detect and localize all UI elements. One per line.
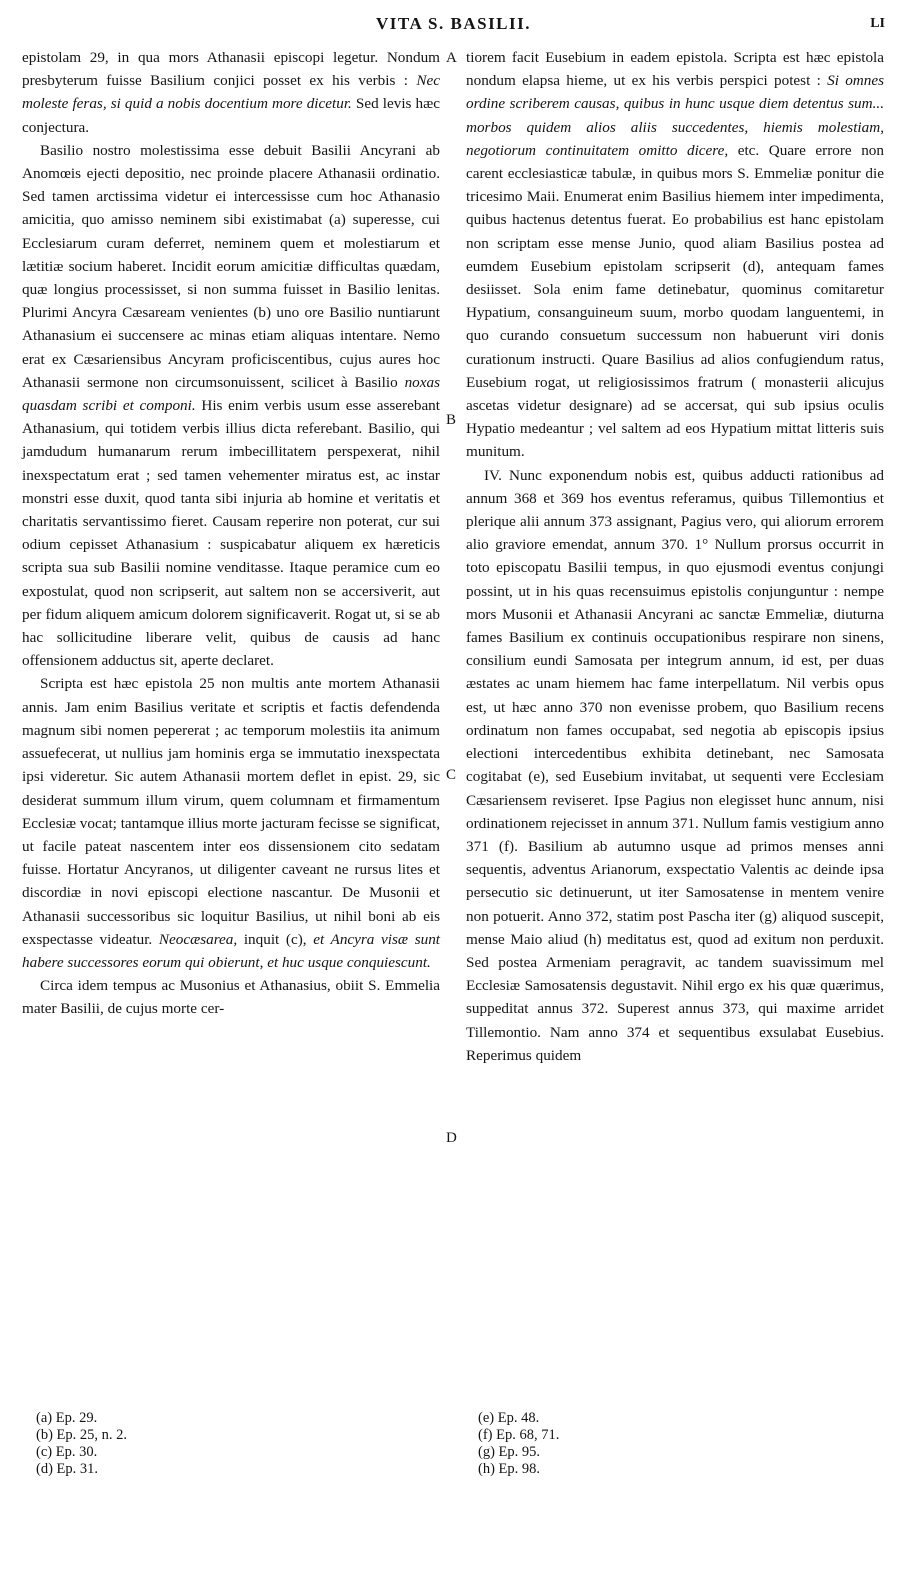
left-column: [22, 46, 440, 1021]
footnote: (a) Ep. 29.: [36, 1410, 98, 1426]
right-paragraph-1: tiorem facit Eusebium in eadem epistola. Scripta est hæc epistola nondum elapsa hieme, ut ex his verbis perspici potest : Si omnes ordine scriberem causas, quibus in hunc usque diem detentus sum... morbos quidem alios aliis succedentes, hiemis molestiam, negotiorum continuitatem omitto dicere, etc. Quare errore non carent ecclesiasticæ tabulæ, in quibus mors S. Emmeliæ ponitur die tricesimo Maii. Enumerat enim Basilius hiemem inter impedimenta, quibus hactenus detentus fuerat. Eo probabilius est hanc epistolam non scriptam esse mense Junio, quod aliam Basilius postea ad eumdem Eusebium epistolam scripserit (d), antequam fames desiisset. Sola enim fame detinebatur, quominus comitaretur Hypatium, consanguineum suum, morbo quodam languentemi, in quo curando consuetum successum non habuerunt viri donis curationum instructi. Quare Basilius ad alios confugiendum ratus, Eusebium rogat, ut religiosissimos fratrum ( monasterii alicujus ascetas videtur designare) ad se accersat, qui sub ipsius oculis Hypatio medeantur ; vel saltem ad eos Hypatium mittat litteris suis munitum.: [466, 49, 885, 461]
footnote: (h) Ep. 98.: [478, 1461, 541, 1477]
footnotes-right: [478, 1410, 559, 1478]
footnote: (g) Ep. 95.: [478, 1444, 541, 1460]
footnotes-left: [36, 1410, 127, 1478]
footnote: (f) Ep. 68, 71.: [478, 1427, 560, 1443]
left-paragraph-4: Circa idem tempus ac Musonius et Athanasius, obiit S. Emmelia mater Basilii, de cujus morte cer-: [22, 977, 440, 1018]
right-paragraph-2: IV. Nunc exponendum nobis est, quibus adducti rationibus ad annum 368 et 369 hos eventus referamus, quibus Tillemontius et plerique alii annum 373 assignant, Pagius vero, qui aliorum errorem alio graviore emendat, annum 370. 1° Nullum prorsus occurrit in toto episcopatu Basilii tempus, in quo ejusmodi eventus conjungi possint, ut in his quas recensuimus epistolis conjunguntur : nempe mors Musonii et Athanasii Ancyrani ac sanctæ Emmeliæ, diuturna fames Basilium ex continuis occupationibus respirare non sinens, consilium eundi Samosata per integrum annum, id est, per duas æstates ac unam hiemem hac fame interpellatum. Nil verbis opus est, ut hæc anno 370 non evenisse probem, quo Basilium recens ordinatum non fames occupabat, sed negotia ab episcopis ipsius electioni intercedentibus exhibita detinebant, nec Samosata cogitabat (e), sed Eusebium invitabat, ut sequenti vere Ecclesiam Cæsariensem reviseret. Ipse Pagius non elegisset hunc annum, nisi ordinationem rejecisset in annum 371. Nullum famis vestigium anno 371 (f). Basilium ab autumno usque ad primos menses anni sequentis, adventus Arianorum, exspectatio Valentis ac deinde ipsa persecutio sic detinuerunt, ut iter Samosatense in mentem venire non potuerit. Anno 372, statim post Pascha iter (g) aliquod suscepit, mense Maio aliud (h) meditatus est, quod ad exitum non perduxit. Sed postea Armeniam peragravit, ac tandem suavissimum mel Ecclesiæ Samosatensis degustavit. Nihil ergo ex his quæ quærimus, suppeditat annus 372. Superest annus 373, qui maxime arridet Tillemontio. Nam anno 374 et sequentibus exsulabat Eusebius. Reperimus quidem: [466, 466, 884, 1064]
margin-letter-a: A: [446, 50, 457, 66]
left-paragraph-1: epistolam 29, in qua mors Athanasii episcopi legetur. Nondum presbyterum fuisse Basilium conjici posset ex his verbis : Nec moleste feras, si quid a nobis docentium more dicetur. Sed levis hæc conjectura.: [22, 49, 440, 136]
left-paragraph-2: Basilio nostro molestissima esse debuit Basilii Ancyrani ab Anomœis ejecti depositio, nec proinde placere Athanasii ordinatio. Sed tamen arctissima videtur ei intercessisse cum hoc Athanasio amicitia, quo amisso neminem sibi existimabat (a) superesse, cui Ecclesiarum curam deferret, neminem quem et molestiarum et lætitiæ socium haberet. Incidit eorum amicitiæ difficultas quædam, quæ longius processisset, si non summa fuisset in Basilio lenitas. Plurimi Ancyra Cæsaream venientes (b) uno ore Basilio nuntiarunt Athanasium ei succensere ac minas etiam aliquas intentare. Nemo erat ex Cæsariensibus Ancyram proficiscentibus, cujus aures hoc Athanasii sermone non circumsonuissent, scilicet à Basilio noxas quasdam scribi et componi. His enim verbis usum esse asserebant Athanasium, qui totidem verbis illius dicta referebant. Basilio, qui jamdudum humanarum rerum imbecillitatem perspexerat, nihil inexspectatum erat ; sed tamen vehementer miratus est, ac instar monstri esse duxit, quod tanta sibi injuria ab homine et veritatis et charitatis servantissimo fieret. Causam reperire non poterat, cur sui odium cepisset Athanasium : suspicabatur aliquem ex hæreticis scripta sua sub Basilii nomine venditasse. Itaque peramice cum eo expostulat, quod non scripserit, aut saltem non se accersiverit, aut per fidum aliquem amicum dolorem significaverit. Rogat ut, si se ab hac sollicitudine liberare velit, quibus de causis ad hanc offensionem adductus sit, aperte declaret.: [22, 141, 440, 670]
margin-letter-c: C: [446, 767, 457, 783]
margin-letter-b: B: [446, 412, 457, 428]
right-column: [466, 46, 884, 1067]
page-number: LI: [870, 16, 885, 31]
footnote: (e) Ep. 48.: [478, 1410, 540, 1426]
footnote: (c) Ep. 30.: [36, 1444, 98, 1460]
page-header: [0, 14, 907, 38]
footnote: (d) Ep. 31.: [36, 1461, 99, 1477]
footnote: (b) Ep. 25, n. 2.: [36, 1427, 128, 1443]
running-title: VITA S. BASILII.: [375, 14, 532, 33]
margin-letter-d: D: [446, 1130, 457, 1146]
left-paragraph-3: Scripta est hæc epistola 25 non multis ante mortem Athanasii annis. Jam enim Basilius veritate et scriptis et factis defendenda magnum sibi nomen pepererat ; ac temporum molestiis ita animum assuefecerat, ut nullius jam hominis erga se immutatio inexspectata ipsi videretur. Sic autem Athanasii mortem deflet in epist. 29, sic desiderat summum illum virum, quem columnam et firmamentum Ecclesiæ vocat; tantamque illius morte jacturam fecisse se significat, ut facile pateat nascentem inter eos dissensionem cito sedatam fuisse. Hortatur Ancyranos, ut diligenter caveant ne rursus lites et discordiæ in novi episcopi electione nascantur. De Musonii et Athanasii successoribus sic loquitur Basilius, ut nihil boni ab eis exspectasse videatur. Neocæsarea, inquit (c), et Ancyra visæ sunt habere successores eorum qui obierunt, et huc usque conquiescunt.: [22, 675, 441, 971]
